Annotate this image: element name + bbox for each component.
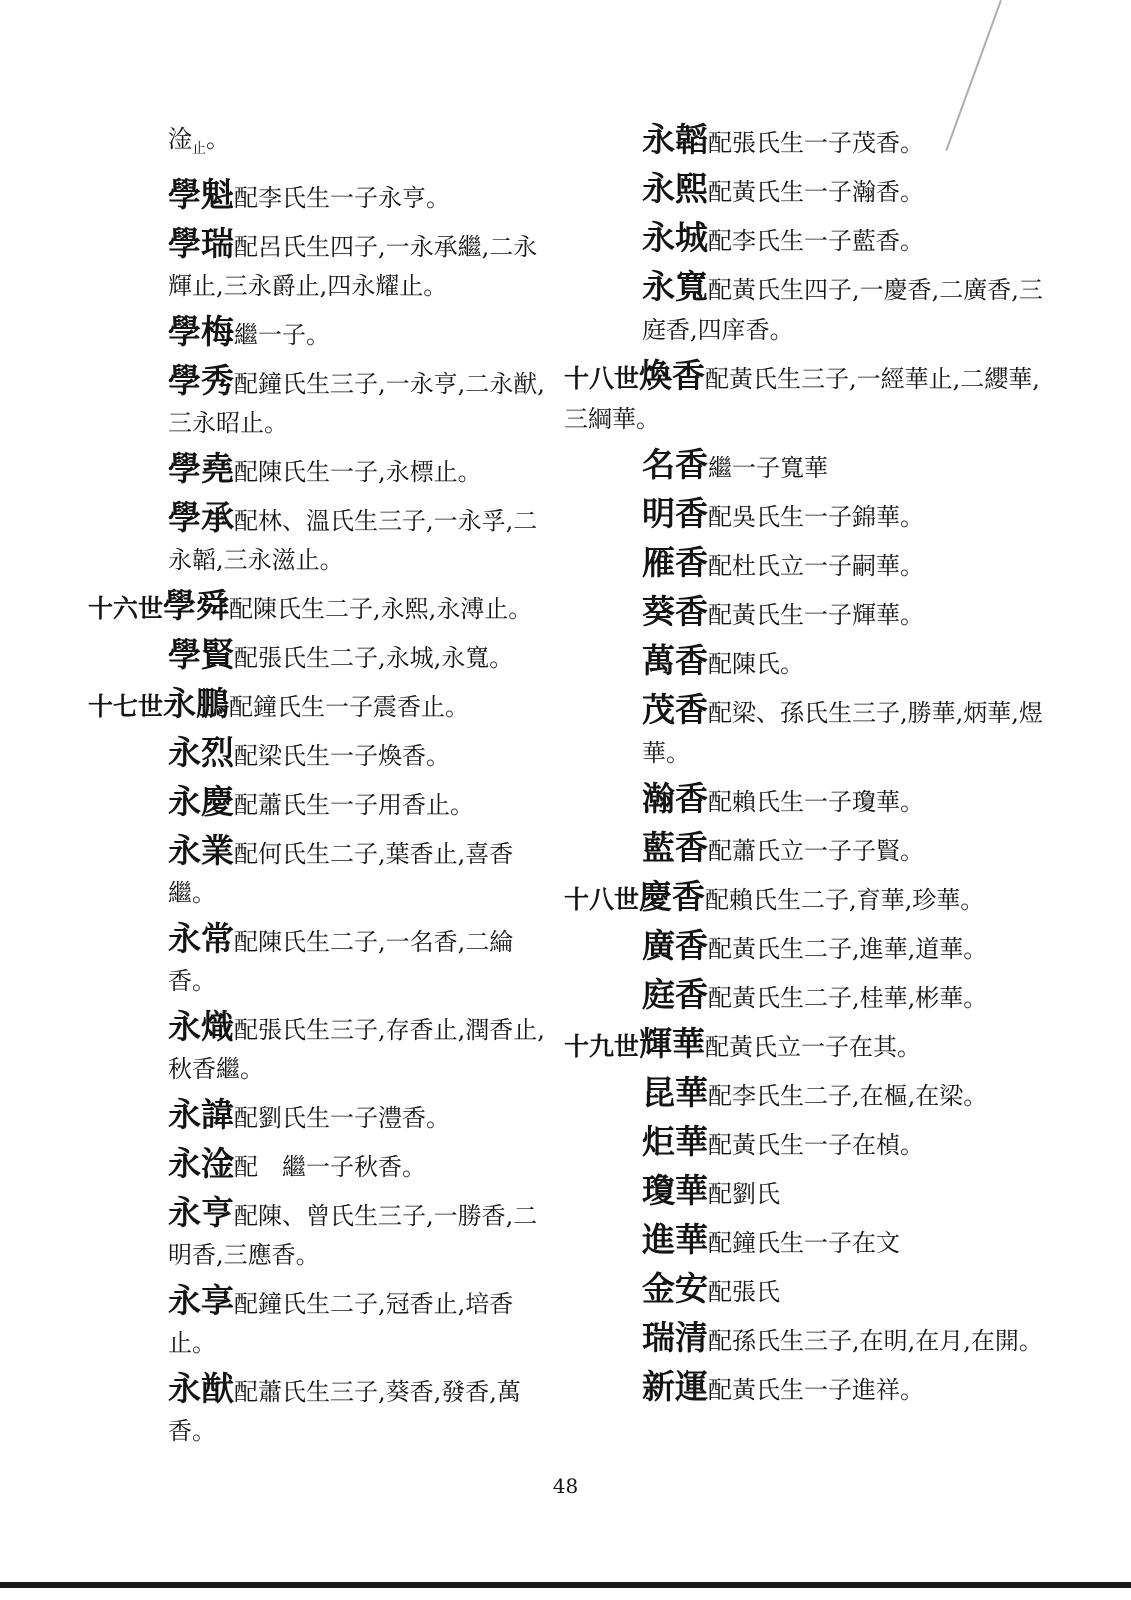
genealogy-entry [564, 1122, 1044, 1165]
page-number: 48 [552, 1474, 579, 1498]
person-name: 輝華 [639, 1024, 706, 1063]
generation-label: 十六世 [88, 594, 164, 623]
person-name: 永鵬 [163, 684, 230, 723]
entry-description: 配張氏生三子,存香止,潤香止,秋香繼。 [168, 1016, 545, 1083]
person-name: 永淦 [168, 1144, 234, 1183]
person-name: 炬華 [642, 1122, 708, 1161]
genealogy-entry [564, 926, 1044, 969]
genealogy-entry [88, 782, 558, 825]
generation-label: 十七世 [88, 692, 164, 721]
right-column [564, 120, 1044, 1416]
genealogy-entry [88, 1095, 558, 1138]
person-name: 昆華 [642, 1073, 708, 1112]
person-name: 永亨 [168, 1193, 234, 1232]
genealogy-entry [88, 1281, 558, 1363]
genealogy-entry [564, 494, 1044, 537]
left-column [88, 120, 558, 1457]
genealogy-entry [88, 635, 558, 678]
person-name: 學秀 [168, 361, 234, 400]
person-name: 永慶 [168, 782, 234, 821]
person-name: 庭香 [642, 975, 708, 1014]
person-name: 永業 [168, 831, 234, 870]
genealogy-entry [88, 1193, 558, 1275]
entry-description: 配賴氏生一子瓊華。 [708, 788, 924, 816]
genealogy-entry [564, 445, 1044, 488]
genealogy-entry [564, 1269, 1044, 1312]
entry-description: 配賴氏生二子,育華,珍華。 [705, 886, 985, 914]
person-name: 永猷 [168, 1369, 234, 1408]
genealogy-entry [564, 543, 1044, 586]
bottom-rule [0, 1582, 1131, 1588]
annotation-mark: 止 [192, 141, 206, 157]
person-name: 學瑞 [168, 224, 234, 263]
genealogy-entry [88, 312, 558, 355]
person-name: 茂香 [642, 690, 708, 729]
entry-description: 配鐘氏生一子震香止。 [229, 693, 470, 721]
genealogy-entry [564, 641, 1044, 684]
genealogy-entry [88, 1007, 558, 1089]
genealogy-entry [88, 1144, 558, 1187]
entry-description: 配陳、曾氏生三子,一勝香,二明香,三應香。 [168, 1202, 538, 1269]
entry-description: 配梁、孫氏生三子,勝華,炳華,煜華。 [642, 699, 1043, 767]
person-name: 永熾 [168, 1007, 234, 1046]
person-name: 慶香 [639, 877, 706, 916]
person-name: 永城 [642, 218, 708, 257]
entry-description: 配黃氏立一子在其。 [705, 1033, 922, 1061]
genealogy-entry [88, 919, 558, 1001]
person-name: 廣香 [642, 926, 708, 965]
entry-description: 配黃氏生一子輝華。 [708, 601, 924, 629]
person-name: 永諱 [168, 1095, 234, 1134]
person-name: 學魁 [168, 175, 234, 214]
generation-label: 十八世 [564, 364, 640, 393]
entry-description: 配黃氏生一子瀚香。 [708, 178, 924, 206]
entry-description: 配 繼一子秋香。 [234, 1153, 426, 1181]
entry-description: 配張氏生二子,永城,永寬。 [234, 644, 514, 672]
genealogy-entry [88, 1369, 558, 1451]
genealogy-entry [88, 120, 558, 169]
genealogy-entry [564, 975, 1044, 1018]
person-name: 學梅 [168, 312, 234, 351]
person-name: 學賢 [168, 635, 234, 674]
person-name: 雁香 [642, 543, 708, 582]
entry-description: 繼一子。 [234, 321, 330, 349]
entry-description: 配陳氏生二子,一名香,二綸香。 [168, 928, 514, 995]
entry-description: 配何氏生二子,葉香止,喜香繼。 [168, 840, 514, 907]
genealogy-entry [88, 175, 558, 218]
person-name: 永寬 [642, 267, 708, 306]
entry-description: 配張氏生一子茂香。 [708, 129, 924, 157]
genealogy-entry [564, 1024, 1044, 1067]
entry-description: 配黃氏生一子在楨。 [708, 1131, 924, 1159]
genealogy-entry [88, 224, 558, 306]
entry-description: 配李氏生二子,在樞,在梁。 [708, 1082, 988, 1110]
entry-description: 配李氏生一子永亨。 [234, 184, 450, 212]
entry-description: 淦 [168, 125, 192, 153]
person-name: 煥香 [639, 356, 706, 395]
genealogy-entry [564, 1367, 1044, 1410]
genealogy-entry [564, 169, 1044, 212]
person-name: 萬香 [642, 641, 708, 680]
entry-description: 配蕭氏生一子用香止。 [234, 791, 474, 819]
person-name: 永熙 [642, 169, 708, 208]
generation-label: 十九世 [564, 1032, 640, 1061]
entry-description: 配孫氏生三子,在明,在月,在開。 [708, 1327, 1043, 1355]
person-name: 永常 [168, 919, 234, 958]
genealogy-entry [88, 449, 558, 492]
entry-description: 配劉氏 [708, 1180, 780, 1208]
person-name: 瓊華 [642, 1171, 708, 1210]
genealogy-entry [564, 877, 1044, 920]
entry-description: 配蕭氏生三子,葵香,發香,萬香。 [168, 1378, 521, 1445]
person-name: 葵香 [642, 592, 708, 631]
entry-description: 配黃氏生四子,一慶香,二廣香,三庭香,四庠香。 [642, 276, 1043, 344]
person-name: 學承 [168, 498, 234, 537]
person-name: 金安 [642, 1269, 708, 1308]
entry-description: 繼一子寬華 [708, 454, 828, 482]
person-name: 學舜 [163, 586, 230, 625]
genealogy-entry [564, 1073, 1044, 1116]
genealogy-entry [564, 828, 1044, 871]
person-name: 永烈 [168, 733, 234, 772]
person-name: 永韜 [642, 120, 708, 159]
entry-description: 配陳氏生一子,永標止。 [234, 458, 482, 486]
genealogy-entry [564, 1318, 1044, 1361]
entry-description: 配蕭氏立一子子賢。 [708, 837, 924, 865]
entry-description: 配黃氏生二子,進華,道華。 [708, 935, 988, 963]
genealogy-entry [564, 1171, 1044, 1214]
person-name: 明香 [642, 494, 708, 533]
genealogy-entry [88, 361, 558, 443]
genealogy-entry [564, 690, 1044, 773]
genealogy-entry [88, 684, 558, 727]
entry-description: 配李氏生一子藍香。 [708, 227, 924, 255]
entry-description: 配張氏 [708, 1278, 780, 1306]
person-name: 新運 [642, 1367, 708, 1406]
entry-description: 配陳氏。 [708, 650, 804, 678]
generation-label: 十八世 [564, 885, 640, 914]
person-name: 瀚香 [642, 779, 708, 818]
entry-description: 配劉氏生一子澧香。 [234, 1104, 450, 1132]
entry-description: 配鐘氏生三子,一永亨,二永猷,三永昭止。 [168, 370, 545, 437]
entry-description: 配梁氏生一子煥香。 [234, 742, 450, 770]
entry-tail: 。 [206, 125, 230, 153]
genealogy-entry [564, 120, 1044, 163]
entry-description: 配林、溫氏生三子,一永孚,二永韜,三永滋止。 [168, 507, 538, 574]
genealogy-entry [88, 733, 558, 776]
entry-description: 配黃氏生三子,一經華止,二纓華,三綱華。 [564, 365, 1040, 433]
person-name: 永享 [168, 1281, 234, 1320]
person-name: 進華 [642, 1220, 708, 1259]
entry-description: 配黃氏生一子進祥。 [708, 1376, 924, 1404]
entry-description: 配黃氏生二子,桂華,彬華。 [708, 984, 988, 1012]
entry-description: 配鐘氏生一子在文 [708, 1229, 900, 1257]
entry-description: 配鐘氏生二子,冠香止,培香止。 [168, 1290, 514, 1357]
person-name: 藍香 [642, 828, 708, 867]
genealogy-entry [564, 592, 1044, 635]
entry-description: 配吳氏生一子錦華。 [708, 503, 924, 531]
genealogy-entry [564, 356, 1044, 439]
entry-description: 配杜氏立一子嗣華。 [708, 552, 924, 580]
person-name: 學堯 [168, 449, 234, 488]
person-name: 瑞清 [642, 1318, 708, 1357]
genealogy-entry [564, 218, 1044, 261]
entry-description: 配呂氏生四子,一永承繼,二永輝止,三永爵止,四永耀止。 [168, 233, 538, 300]
genealogy-entry [564, 779, 1044, 822]
genealogy-entry [88, 498, 558, 580]
genealogy-entry [564, 267, 1044, 350]
genealogy-entry [88, 831, 558, 913]
entry-description: 配陳氏生二子,永熙,永溥止。 [229, 595, 533, 623]
person-name: 名香 [642, 445, 708, 484]
genealogy-entry [564, 1220, 1044, 1263]
genealogy-entry [88, 586, 558, 629]
